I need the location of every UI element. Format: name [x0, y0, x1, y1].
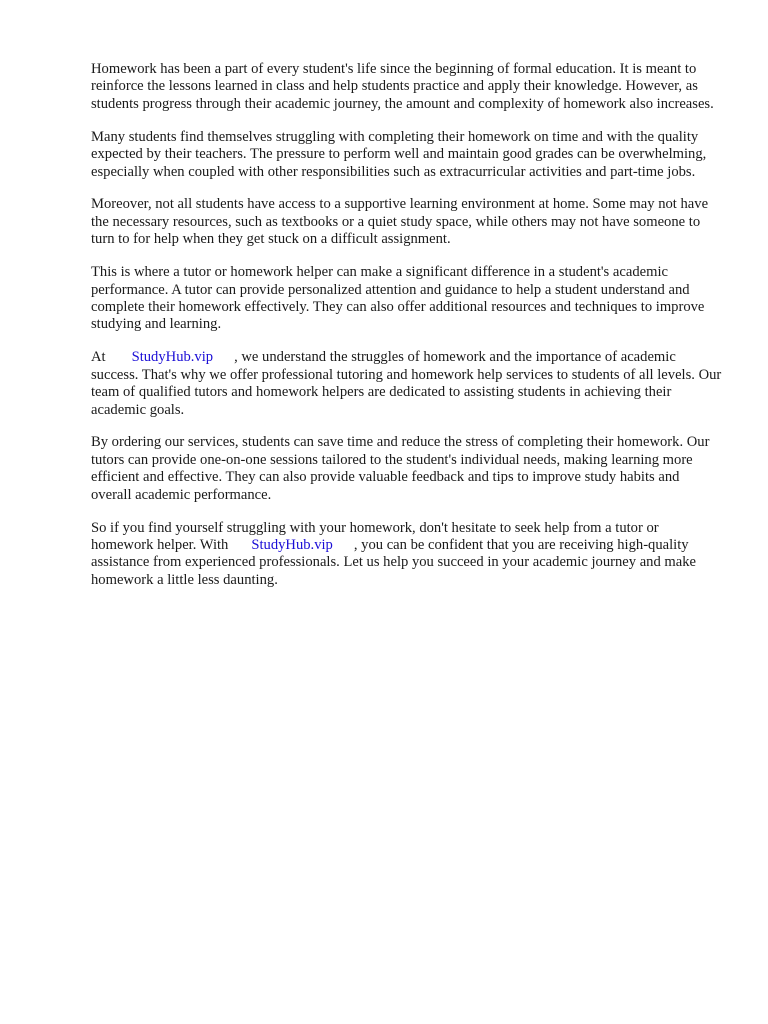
- paragraph-services: By ordering our services, students can save time and reduce the stress of completing their homework. Our tutors can provide one-on-one sessions tailored to the student's individual needs, making learning more efficient and effective. They can also provide valuable feedback and tips to improve study habits and overall academic performance.: [91, 434, 710, 503]
- paragraph-environment: Moreover, not all students have access to a supportive learning environment at home. Some may not have the necessary resources, such as textbooks or a quiet study space, while others may not have someone to turn to for help when they get stuck on a difficult assignment.: [91, 196, 709, 248]
- paragraph-studyhub-rest: , we understand the struggles of homework and the importance of academic success. That's why we offer professional tutoring and homework help services to students of all levels. Our team of qualified tutors and homework helpers are dedicated to assisting students in achieving their academic goals.: [91, 349, 722, 418]
- paragraph-closing-lead: So if you find yourself struggling with your homework, don't hesitate to seek help from a tutor or homework helper. With: [91, 519, 659, 553]
- paragraph-closing-rest: , you can be confident that you are receiving high-quality assistance from experienced professionals. Let us help you succeed in your academic journey and make homework a little less daunting.: [91, 536, 697, 588]
- paragraph-studyhub: [91, 349, 723, 419]
- studyhub-link[interactable]: StudyHub.vip: [131, 349, 214, 366]
- paragraph-tutor: This is where a tutor or homework helper can make a significant difference in a student's academic performance. A tutor can provide personalized attention and guidance to help a student understand and complete their homework effectively. They can also offer additional resources and techniques to improve studying and learning.: [91, 264, 705, 333]
- paragraph-studyhub-lead: At: [91, 349, 106, 366]
- paragraph-closing: [91, 520, 723, 590]
- paragraph-struggles: Many students find themselves struggling with completing their homework on time and with the quality expected by their teachers. The pressure to perform well and maintain good grades can be overwhelming, especially when coupled with other responsibilities such as extracurricular activities and part-time jobs.: [91, 128, 707, 180]
- studyhub-link-closing[interactable]: StudyHub.vip: [251, 536, 333, 553]
- document-page: [91, 61, 723, 605]
- paragraph-intro: Homework has been a part of every student's life since the beginning of formal education. It is meant to reinforce the lessons learned in class and help students practice and apply their knowledge. However, as students progress through their academic journey, the amount and complexity of homework also increases.: [91, 61, 714, 112]
